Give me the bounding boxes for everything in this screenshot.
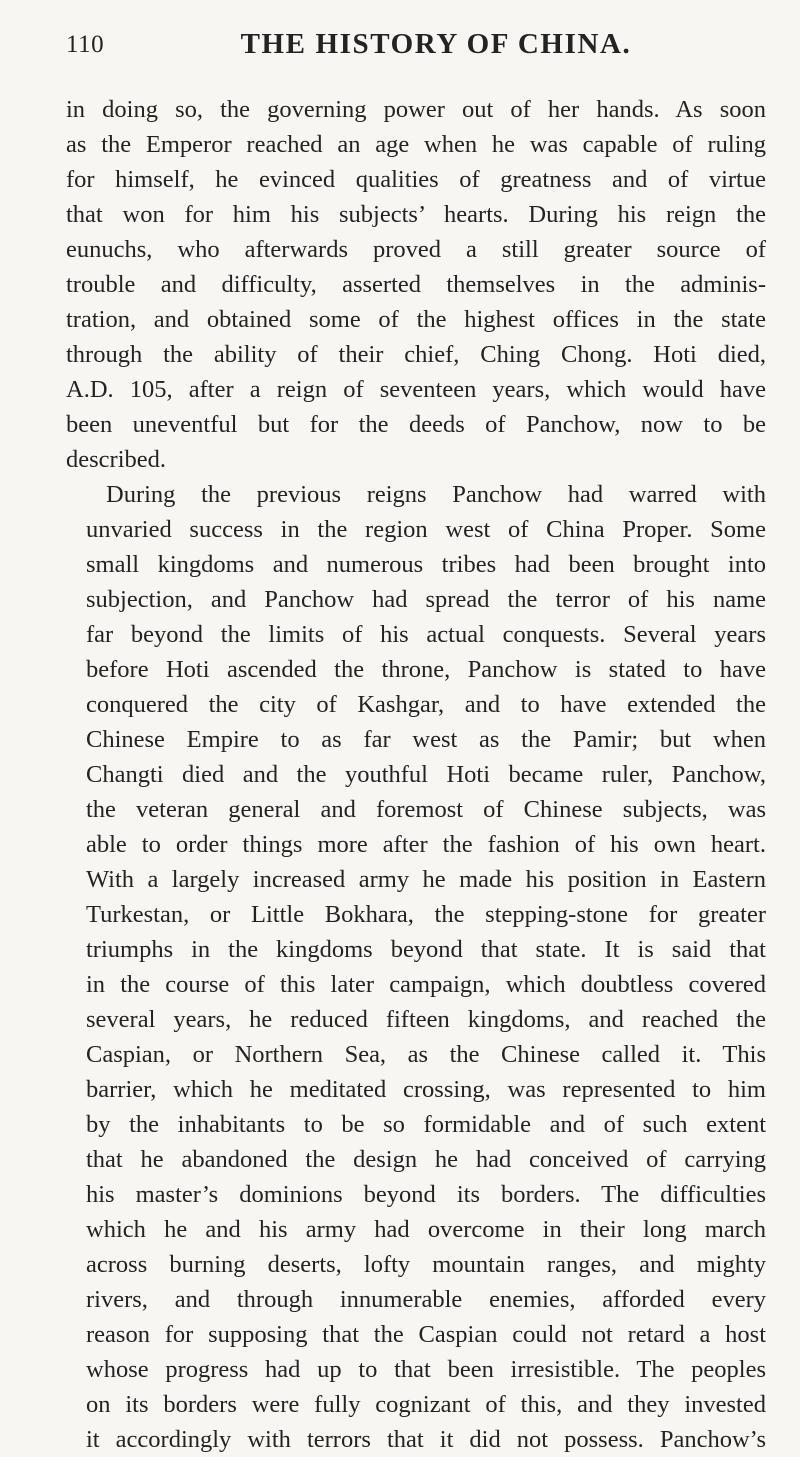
text-line: Chinese Empire to as far west as the Pamir; but when — [86, 726, 766, 753]
text-line: small kingdoms and numerous tribes had been brought into — [86, 551, 766, 578]
text-line: reason for supposing that the Caspian could not retard a host — [86, 1321, 766, 1348]
running-title: THE HISTORY OF CHINA. — [240, 28, 632, 60]
book-page — [66, 28, 766, 1457]
text-line: several years, he reduced fifteen kingdoms, and reached the — [86, 1006, 766, 1033]
text-line: on its borders were fully cognizant of this, and they invested — [86, 1391, 766, 1418]
text-line: as the Emperor reached an age when he was capable of ruling — [66, 131, 766, 158]
text-line: in the course of this later campaign, which doubtless covered — [86, 971, 766, 998]
text-line: his master’s dominions beyond its borders. The difficulties — [86, 1181, 766, 1208]
text-line: it accordingly with terrors that it did not possess. Panchow’s — [86, 1426, 766, 1453]
text-line: rivers, and through innumerable enemies, afforded every — [86, 1286, 766, 1313]
text-line: Caspian, or Northern Sea, as the Chinese called it. This — [86, 1041, 766, 1068]
text-line: A.D. 105, after a reign of seventeen years, which would have — [66, 376, 766, 403]
paragraph — [66, 92, 766, 477]
text-line: subjection, and Panchow had spread the terror of his name — [86, 586, 766, 613]
text-line: for himself, he evinced qualities of greatness and of virtue — [66, 166, 766, 193]
text-line: During the previous reigns Panchow had warred with — [106, 481, 766, 508]
text-line: Changti died and the youthful Hoti became ruler, Panchow, — [86, 761, 766, 788]
text-line: in doing so, the governing power out of her hands. As soon — [66, 96, 766, 123]
text-line: described. — [66, 446, 166, 473]
text-line: conquered the city of Kashgar, and to have extended the — [86, 691, 766, 718]
text-line: Turkestan, or Little Bokhara, the stepping-stone for greater — [86, 901, 766, 928]
text-line: With a largely increased army he made his position in Eastern — [86, 866, 766, 893]
page-number: 110 — [66, 31, 105, 58]
text-line: before Hoti ascended the throne, Panchow is stated to have — [86, 656, 766, 683]
text-line: far beyond the limits of his actual conquests. Several years — [86, 621, 766, 648]
text-line: the veteran general and foremost of Chinese subjects, was — [86, 796, 766, 823]
text-line: able to order things more after the fashion of his own heart. — [86, 831, 766, 858]
text-line: eunuchs, who afterwards proved a still greater source of — [66, 236, 766, 263]
text-line: triumphs in the kingdoms beyond that state. It is said that — [86, 936, 766, 963]
text-line: tration, and obtained some of the highest offices in the state — [66, 306, 766, 333]
text-line: trouble and difficulty, asserted themselves in the adminis- — [66, 271, 766, 298]
page-header — [66, 28, 766, 72]
text-line: barrier, which he meditated crossing, was represented to him — [86, 1076, 766, 1103]
text-line: that won for him his subjects’ hearts. During his reign the — [66, 201, 766, 228]
text-line: through the ability of their chief, Ching Chong. Hoti died, — [66, 341, 766, 368]
text-line: unvaried success in the region west of China Proper. Some — [86, 516, 766, 543]
paragraph — [66, 477, 766, 1457]
text-line: that he abandoned the design he had conceived of carrying — [86, 1146, 766, 1173]
text-line: which he and his army had overcome in their long march — [86, 1216, 766, 1243]
text-line: been uneventful but for the deeds of Panchow, now to be — [66, 411, 766, 438]
text-line: across burning deserts, lofty mountain ranges, and mighty — [86, 1251, 766, 1278]
text-line: by the inhabitants to be so formidable and of such extent — [86, 1111, 766, 1138]
body-text — [66, 92, 766, 1457]
text-line: whose progress had up to that been irresistible. The peoples — [86, 1356, 766, 1383]
